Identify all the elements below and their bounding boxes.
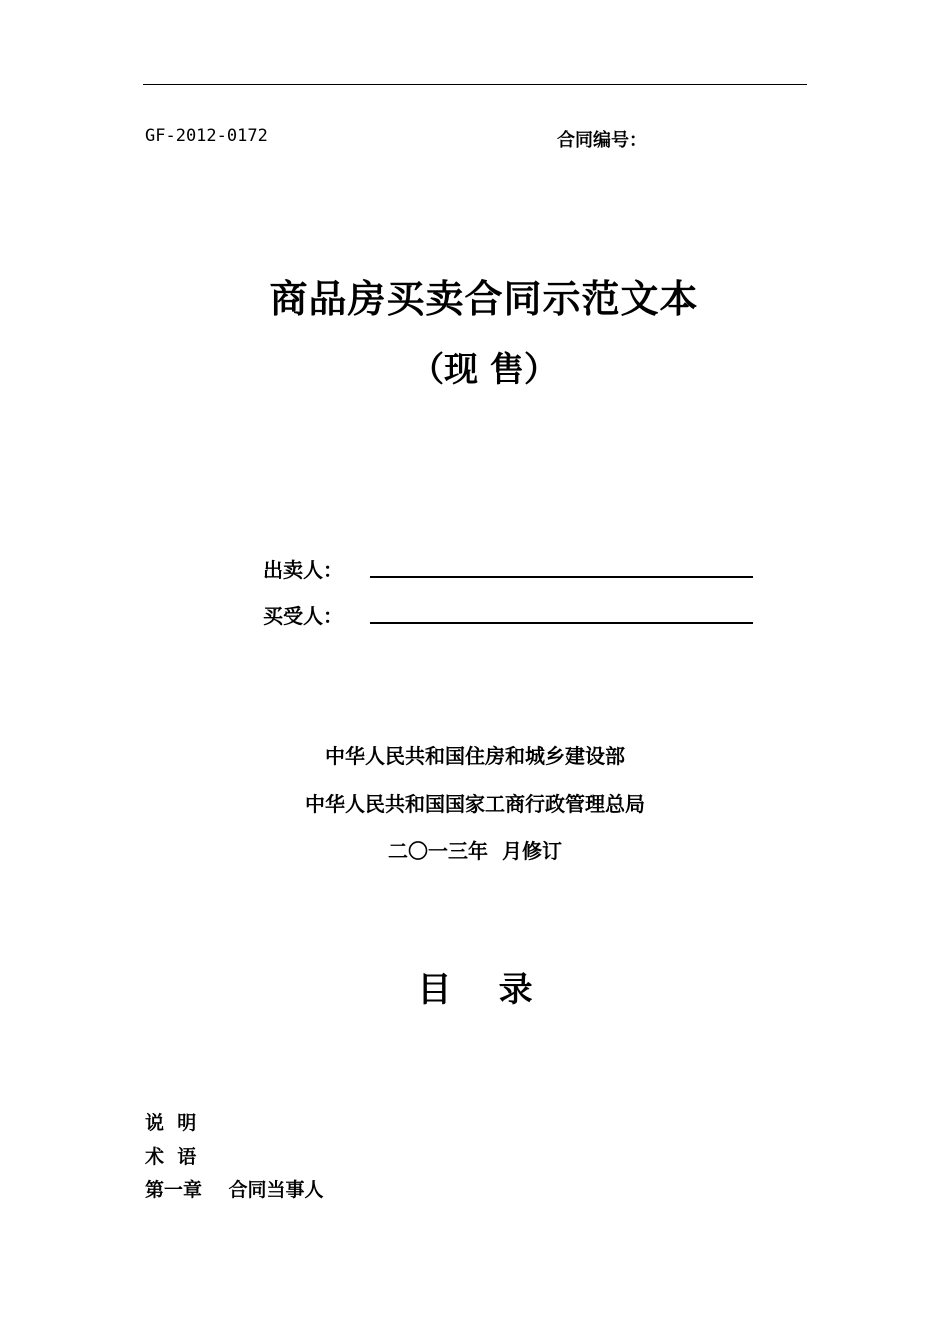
buyer-blank-line (370, 622, 753, 624)
buyer-label: 买受人： (263, 604, 343, 628)
toc-item[interactable]: 第一章 合同当事人 (145, 1179, 324, 1201)
revision-date: 二〇一三年 月修订 (388, 839, 562, 863)
seller-blank-line (370, 576, 753, 578)
contract-number-label: 合同编号： (557, 130, 647, 151)
issuer-administration-industry-commerce: 中华人民共和国国家工商行政管理总局 (305, 792, 645, 816)
toc-item[interactable]: 说 明 (145, 1112, 197, 1134)
toc-heading: 目 录 (417, 970, 533, 1010)
document-title: 商品房买卖合同示范文本 (269, 276, 699, 321)
toc-item[interactable]: 术 语 (145, 1146, 197, 1168)
document-subtitle: （现 售） (410, 350, 558, 390)
header-rule (143, 84, 807, 85)
seller-label: 出卖人： (263, 558, 343, 582)
issuer-ministry-housing: 中华人民共和国住房和城乡建设部 (325, 744, 625, 768)
document-code: GF-2012-0172 (145, 126, 268, 146)
